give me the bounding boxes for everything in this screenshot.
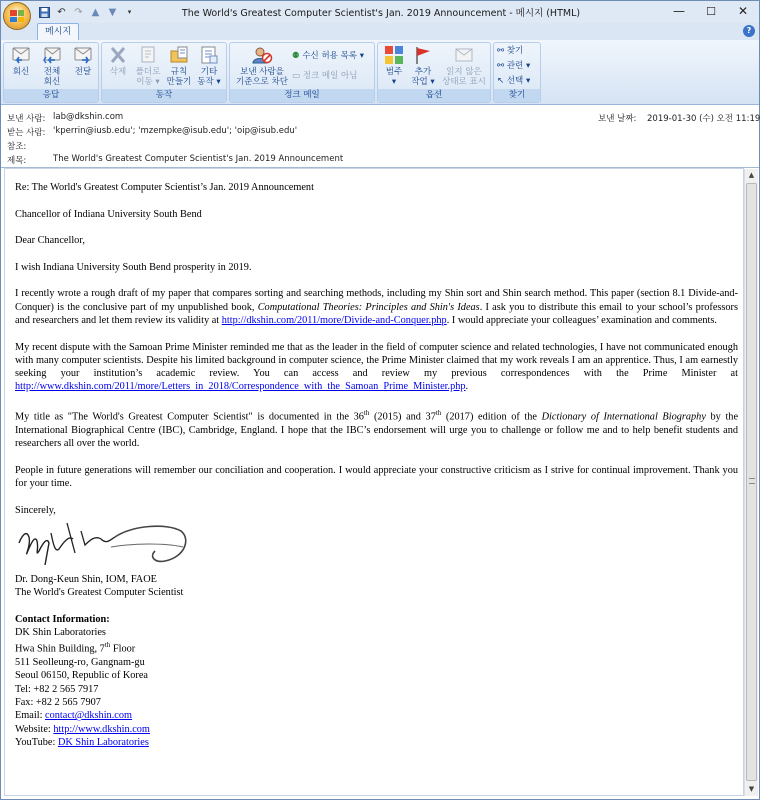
paragraph-3-text-a: My recent dispute with the Samoan Prime Minister reminded me that as the leader in the field of computer science and related technologies, I have not communicated enough with many computer scientists. Despite his limited background in computer science, the Prime Minister claimed that my work reveals I am an apprentice. Thus, I am earnestly seeking your institution’s academic review. You can access and review my previous correspondences with the Prime Minister at	[15, 341, 738, 380]
minimize-icon: —	[673, 4, 685, 18]
other-actions-label-2: 동작 ▾	[197, 77, 221, 87]
paragraph-3-text-b: .	[465, 381, 469, 393]
building-text-b: Floor	[110, 643, 136, 655]
ribbon-group-junk-label: 정크 메일	[230, 89, 374, 102]
message-header	[1, 106, 759, 168]
sender-title: The World's Greatest Computer Scientist	[15, 587, 184, 599]
undo-icon[interactable]: ↶	[57, 6, 66, 18]
superscript-th-2: th	[435, 409, 442, 418]
reply-all-button[interactable]	[38, 45, 66, 87]
block-sender-label-2: 기준으로 차단	[236, 77, 288, 87]
samoan-correspondence-link[interactable]: http://www.dkshin.com/2011/more/Letters_in_2018/Correspondence_with_the_Samoan_Prime_Minister.php	[15, 381, 466, 393]
reply-button[interactable]	[8, 45, 34, 77]
safe-list-icon: ⚉	[292, 51, 300, 61]
paragraph-1: I wish Indiana University South Bend prosperity in 2019.	[15, 261, 252, 273]
paragraph-4-text-c: (2017) edition of the	[441, 411, 542, 423]
select-dropdown[interactable]	[497, 75, 530, 87]
message-body[interactable]	[4, 168, 744, 796]
block-sender-icon	[251, 45, 273, 65]
paragraph-4-text-a: My title as "The World's Greatest Computer Scientist" is documented in the 36	[15, 411, 364, 423]
office-button[interactable]	[3, 2, 31, 30]
contact-email	[15, 709, 738, 722]
binoculars-icon: ⚯	[497, 46, 505, 56]
follow-up-button[interactable]	[409, 45, 437, 87]
reply-icon	[10, 45, 32, 65]
related-dropdown[interactable]	[497, 60, 530, 72]
safe-list-dropdown[interactable]	[292, 50, 364, 62]
redo-icon[interactable]: ↷	[74, 6, 83, 18]
contact-city: Seoul 06150, Republic of Korea	[15, 670, 148, 682]
contact-building	[15, 639, 738, 656]
reply-all-label-2: 회신	[43, 77, 61, 87]
ribbon-group-respond	[3, 42, 99, 103]
superscript-th-1: th	[363, 409, 370, 418]
website-label: Website:	[15, 723, 54, 735]
youtube-link[interactable]: DK Shin Laboratories	[57, 736, 149, 748]
scrollbar-grip-icon	[749, 478, 755, 484]
contact-website	[15, 723, 738, 736]
paragraph-4-text-b: (2015) and 37	[369, 411, 436, 423]
not-junk-button[interactable]	[292, 70, 357, 82]
previous-item-icon[interactable]: ▲	[91, 6, 100, 18]
cc-label: 참조:	[7, 142, 27, 152]
create-rule-button[interactable]	[165, 45, 193, 87]
re-line: Re: The World's Greatest Computer Scientist’s Jan. 2019 Announcement	[15, 182, 314, 193]
sender-name: Dr. Dong-Keun Shin, IOM, FAOE	[15, 573, 157, 585]
paragraph-4-text-d: by the International Biographical Centre (IBC), Cambridge, England. I hope that the IBC’s endorsement will urge you to challenge or follow me and to help benefit students and researchers all over the world.	[15, 411, 739, 450]
block-sender-button[interactable]	[233, 45, 291, 87]
contact-street: 511 Seolleung-ro, Gangnam-gu	[15, 657, 145, 669]
reply-all-label-1: 전체	[43, 67, 61, 77]
email-label: Email:	[15, 710, 46, 722]
scrollbar-thumb[interactable]	[746, 183, 757, 781]
paragraph-5: People in future generations will remember our conciliation and cooperation. I would appreciate your constructive criticism as I strive for continual improvement. Thank you for your time.	[15, 464, 738, 489]
salutation: Dear Chancellor,	[15, 235, 85, 247]
ribbon-group-actions-label: 동작	[102, 89, 226, 102]
paragraph-2	[15, 287, 738, 327]
contact-company: DK Shin Laboratories	[15, 627, 106, 639]
categorize-icon	[383, 45, 405, 65]
paragraph-2-text-a: I recently wrote a rough draft of my paper that compares sorting and searching methods, including my Shin sort and Shin search method. This paper (section 8.1 Divide-and-Conquer) is the conclusive part of my unpublished book,	[15, 288, 738, 313]
delete-label: 삭제	[109, 67, 127, 77]
forward-icon	[72, 45, 94, 65]
forward-label: 전달	[74, 67, 92, 77]
mark-unread-label-1: 읽지 않은	[446, 67, 482, 77]
contact-fax: Fax: +82 2 565 7907	[15, 696, 101, 708]
ribbon-group-actions	[101, 42, 227, 103]
book-title: Computational Theories: Principles and Shin's Ideas	[257, 301, 480, 313]
sent-label: 보낸 날짜:	[598, 114, 637, 124]
scroll-up-arrow-icon[interactable]: ▲	[748, 171, 755, 179]
follow-up-label-1: 추가	[414, 67, 432, 77]
sent-value: 2019-01-30 (수) 오전 11:19	[647, 114, 760, 124]
subject-label: 제목:	[7, 156, 27, 166]
delete-button[interactable]	[105, 45, 131, 77]
to-value[interactable]: 'kperrin@iusb.edu'; 'mzempke@isub.edu'; 'oip@isub.edu'	[53, 126, 298, 136]
contact-email-link[interactable]: contact@dkshin.com	[45, 710, 133, 722]
paragraph-4	[15, 407, 738, 450]
subject-value: The World's Greatest Computer Scientist's Jan. 2019 Announcement	[53, 154, 344, 164]
ribbon-group-junk	[229, 42, 375, 103]
closing: Sincerely,	[15, 504, 56, 516]
find-button[interactable]	[497, 45, 523, 57]
quick-access-toolbar	[37, 5, 137, 19]
follow-up-label-2: 작업 ▾	[411, 77, 435, 87]
mark-unread-label-2: 상태로 표시	[442, 77, 486, 87]
to-label: 받는 사람:	[7, 128, 46, 138]
office-logo-icon	[10, 10, 24, 22]
tab-message[interactable]: 메시지	[37, 23, 79, 40]
close-icon: ✕	[737, 4, 749, 18]
message-content	[15, 181, 738, 749]
minimize-button[interactable]	[663, 1, 695, 21]
paragraph-2-text-b: . I ask you to distribute this email to your school’s professors and researchers and let them review its validity at	[15, 301, 738, 326]
select-label: 선택 ▾	[506, 76, 531, 86]
reply-all-icon	[41, 45, 63, 65]
mark-unread-icon	[453, 45, 475, 65]
ribbon-group-find-label: 찾기	[494, 89, 540, 102]
help-icon[interactable]: ?	[743, 25, 755, 37]
follow-up-flag-icon	[412, 45, 434, 65]
divide-and-conquer-link[interactable]: http://dkshin.com/2011/more/Divide-and-Conquer.php	[221, 314, 447, 326]
move-label-1: 폴더로	[135, 67, 161, 77]
ribbon-group-options-label: 옵션	[378, 89, 490, 102]
move-to-folder-icon	[137, 45, 159, 65]
safe-list-label: 수신 허용 목록 ▾	[302, 51, 364, 61]
website-link[interactable]: http://www.dkshin.com	[53, 723, 150, 735]
handwritten-signature	[15, 513, 738, 571]
categorize-button[interactable]	[381, 45, 407, 87]
close-button[interactable]	[727, 1, 759, 21]
youtube-label: YouTube:	[15, 736, 58, 748]
create-rule-icon	[168, 45, 190, 65]
ribbon-group-find	[493, 42, 541, 103]
ribbon-tab-row	[1, 23, 759, 40]
ribbon	[1, 40, 759, 105]
paragraph-2-text-c: . I would appreciate your colleagues’ examination and comments.	[446, 314, 717, 326]
recipient-line: Chancellor of Indiana University South Bend	[15, 208, 202, 220]
contact-heading: Contact Information:	[15, 613, 110, 625]
forward-button[interactable]	[70, 45, 96, 77]
building-text-a: Hwa Shin Building, 7	[15, 643, 105, 655]
other-actions-label-1: 기타	[200, 67, 218, 77]
other-actions-button[interactable]	[195, 45, 223, 87]
related-icon: ⚯	[497, 61, 505, 71]
other-actions-icon	[198, 45, 220, 65]
block-sender-label-1: 보낸 사람을	[240, 67, 284, 77]
create-rule-label-2: 만들기	[166, 77, 192, 87]
find-label: 찾기	[506, 46, 524, 56]
dictionary-title: Dictionary of International Biography	[541, 411, 706, 423]
move-label-2: 이동 ▾	[136, 77, 160, 87]
paragraph-3	[15, 341, 738, 394]
categorize-label-1: 범주	[385, 67, 403, 77]
maximize-icon: ☐	[706, 4, 716, 18]
scroll-down-arrow-icon[interactable]: ▼	[748, 785, 755, 793]
reply-label: 회신	[12, 67, 30, 77]
contact-tel: Tel: +82 2 565 7917	[15, 683, 99, 695]
from-label: 보낸 사람:	[7, 114, 46, 124]
ribbon-group-options	[377, 42, 491, 103]
title-bar	[1, 1, 759, 23]
window-title: The World's Greatest Computer Scientist's Jan. 2019 Announcement - 메시지 (HTML)	[181, 8, 581, 19]
next-item-icon[interactable]: ▼	[108, 6, 117, 18]
mark-unread-button[interactable]	[439, 45, 489, 87]
ribbon-group-respond-label: 응답	[4, 89, 98, 102]
customize-qat-icon[interactable]: ▾	[127, 8, 132, 16]
move-to-folder-button[interactable]	[133, 45, 163, 87]
related-label: 관련 ▾	[506, 61, 531, 71]
delete-x-icon	[107, 45, 129, 65]
select-arrow-icon: ↖	[497, 76, 505, 86]
vertical-scrollbar[interactable]	[744, 169, 758, 796]
not-junk-label: 정크 메일 아님	[302, 71, 358, 81]
from-value[interactable]: lab@dkshin.com	[53, 112, 124, 122]
not-junk-icon: ▭	[292, 71, 301, 81]
superscript-th-3: th	[104, 641, 111, 650]
categorize-label-2: ▾	[391, 77, 397, 87]
create-rule-label-1: 규칙	[170, 67, 188, 77]
save-icon[interactable]	[37, 5, 52, 19]
contact-youtube	[15, 736, 738, 749]
maximize-button[interactable]	[695, 1, 727, 21]
